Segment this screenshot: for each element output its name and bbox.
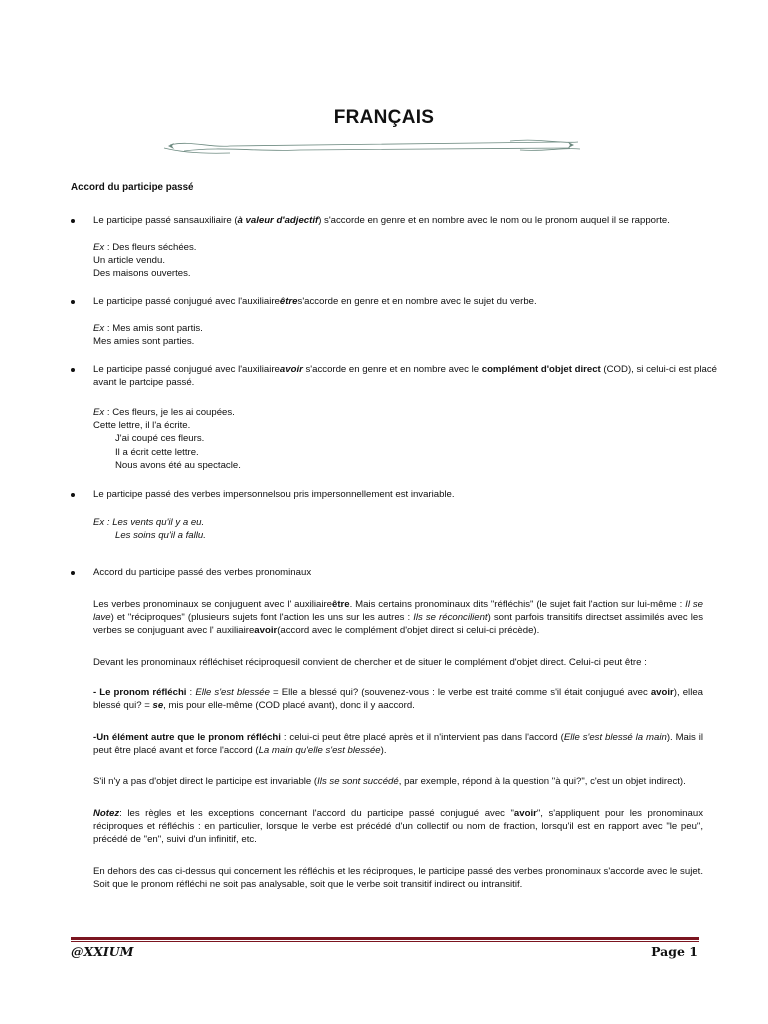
paragraph-devant: Devant les pronominaux réfléchiset réciproquesil convient de chercher et de situer le complément d'objet direct. Celui-ci peut être :	[93, 657, 647, 668]
bullet-icon	[71, 571, 75, 575]
bullet-text: Le participe passé sansauxiliaire (à valeur d'adjectif) s'accorde en genre et en nombre avec le nom ou le pronom auquel il se rapporte.	[93, 215, 670, 226]
bullet-text: Le participe passé conjugué avec l'auxiliaireavoir s'accorde en genre et en nombre avec le complément d'objet direct (COD), si celui-ci est placé avant le partcipe passé.	[93, 364, 717, 389]
example-block-3: Ex : Ces fleurs, je les ai coupées. Cette lettre, il l'a écrite. J'ai coupé ces fleurs. Il a écrit cette lettre. Nous avons été au spectacle.	[93, 407, 241, 471]
example-block-1: Ex : Des fleurs séchées. Un article vendu. Des maisons ouvertes.	[93, 242, 197, 280]
paragraph-notez: Notez: les règles et les exceptions concernant l'accord du participe passé conjugué avec "avoir", s'appliquent pour les pronominaux réciproques et réfléchis : en particulier, lorsque le verbe est précédé d'un collectif ou nom de fraction, lorsqu'il est en rapport avec "le peu", précédé de "en", suivi d'un infinitif, etc.	[93, 808, 703, 846]
footer-rule	[71, 937, 699, 940]
footer-author: @XXIUM	[71, 944, 134, 959]
footer-rule-thin	[71, 941, 699, 942]
bullet-item-4	[71, 488, 703, 501]
paragraph-autre-element: -Un élément autre que le pronom réfléchi : celui-ci peut être placé après et il n'intervient pas dans l'accord (Elle s'est blessé la main). Mais il peut être placé avant et force l'accord (La main qu'elle s'est blessée).	[93, 732, 703, 757]
section-heading: Accord du participe passé	[71, 182, 194, 193]
bullet-item-3	[71, 363, 717, 389]
bullet-item-1	[71, 214, 703, 227]
bullet-text: Le participe passé des verbes impersonnelsou pris impersonnellement est invariable.	[93, 489, 455, 500]
bullet-text: Accord du participe passé des verbes pronominaux	[93, 567, 312, 578]
decorative-divider	[160, 136, 584, 158]
paragraph-en-dehors: En dehors des cas ci-dessus qui concernent les réfléchis et les réciproques, le participe passé des verbes pronominaux s'accorde avec le sujet. Soit que le pronom réfléchi ne soit pas analysable, soit que le verbe soit transitif indirect ou intransitif.	[93, 866, 703, 891]
bullet-item-5	[71, 566, 703, 579]
bullet-item-2	[71, 295, 703, 308]
bullet-icon	[71, 493, 75, 497]
bullet-icon	[71, 219, 75, 223]
bullet-icon	[71, 368, 75, 372]
paragraph-pronom-reflechi: - Le pronom réfléchi : Elle s'est blessée = Elle a blessé qui? (souvenez-vous : le verbe est traité comme s'il était conjugué avec avoir), ellea blessé qui? = se, mis pour elle-même (COD placé avant), donc il y aaccord.	[93, 687, 703, 712]
page-number: Page 1	[651, 944, 698, 959]
example-block-4: Ex : Les vents qu'il y a eu. Les soins qu'il a fallu.	[93, 517, 206, 542]
page-title: FRANÇAIS	[333, 107, 435, 128]
bullet-text: Le participe passé conjugué avec l'auxiliaireêtres'accorde en genre et en nombre avec le sujet du verbe.	[93, 296, 537, 307]
paragraph-invariable: S'il n'y a pas d'objet direct le participe est invariable (Ils se sont succédé, par exemple, répond à la question "à qui?", c'est un objet indirect).	[93, 776, 686, 787]
paragraph-pronominaux: Les verbes pronominaux se conjuguent avec l' auxiliaireêtre. Mais certains pronominaux dits "réfléchis" (le sujet fait l'action sur lui-même : Il se lave) et "réciproques" (plusieurs sujets font l'action les uns sur les autres : Ils se réconcilient) sont parfois transitifs directset assimilés avec les verbes se conjuguant avec l' auxiliaireavoir(accord avec le complément d'objet direct si celui-ci précède).	[93, 599, 703, 637]
example-block-2: Ex : Mes amis sont partis. Mes amies sont parties.	[93, 323, 203, 348]
bullet-icon	[71, 300, 75, 304]
